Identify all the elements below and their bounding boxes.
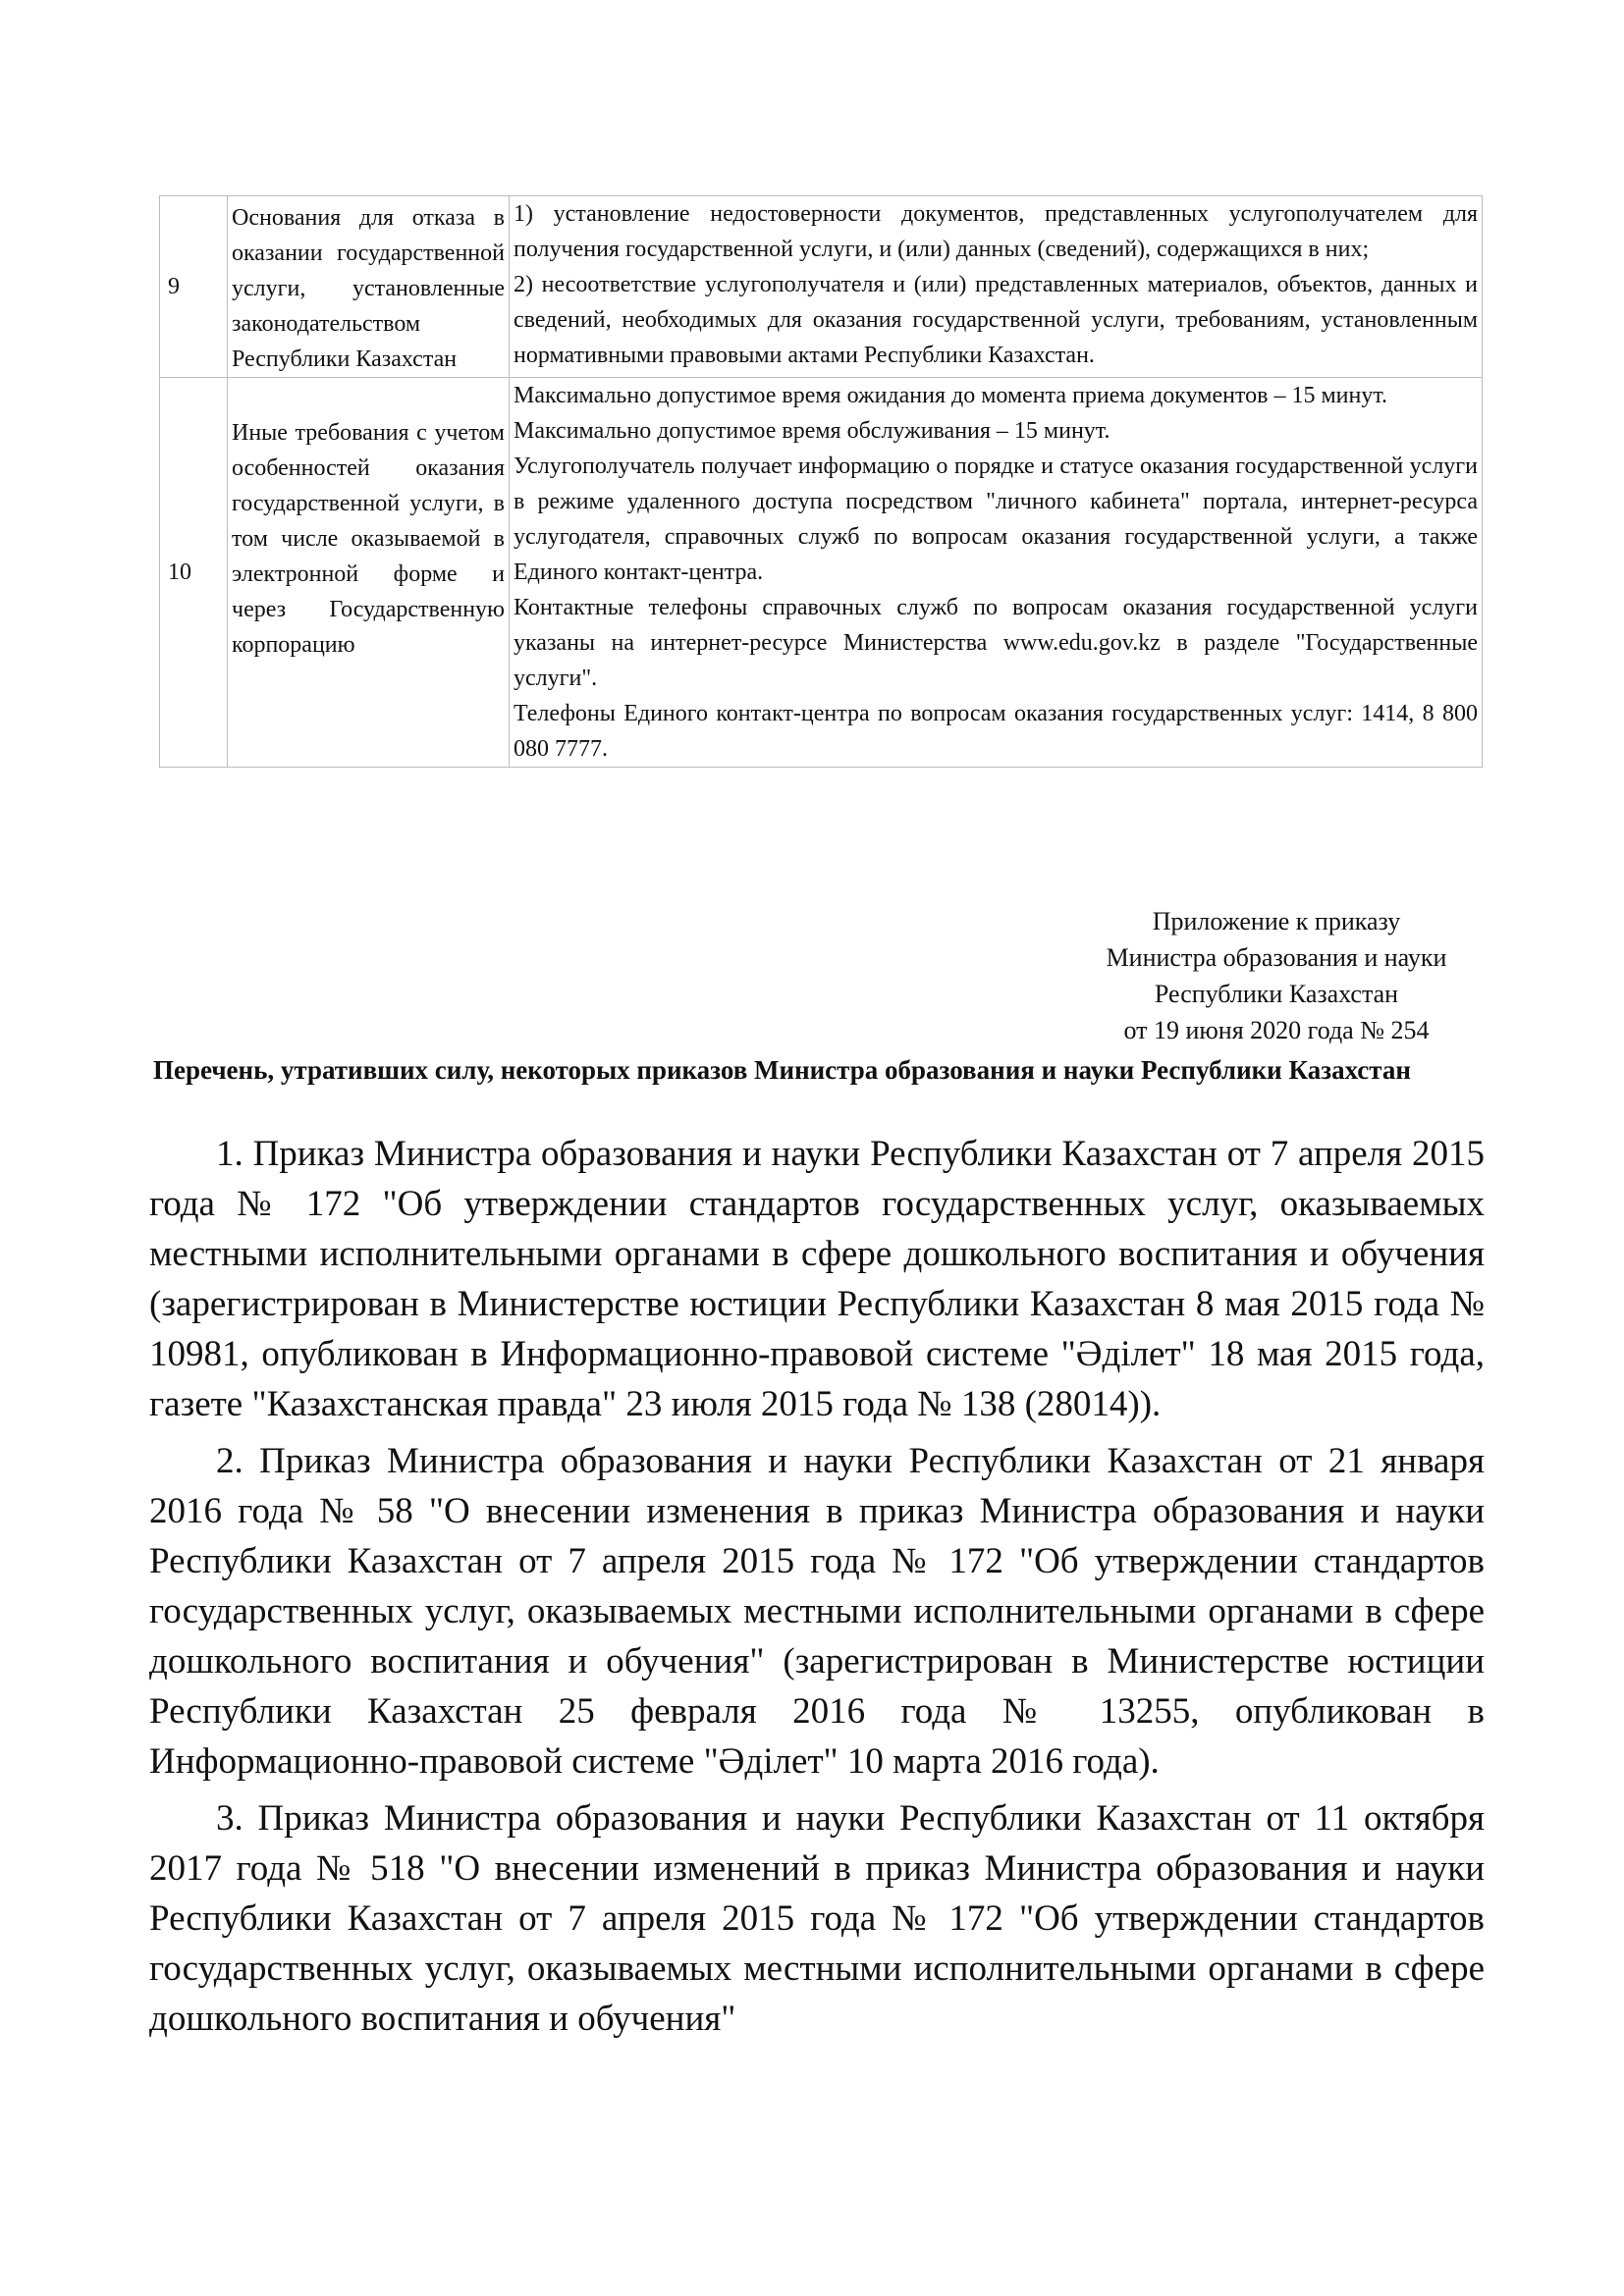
row-number: 10 xyxy=(160,378,228,768)
appendix-line: Приложение к приказу xyxy=(1152,907,1401,935)
description-line: Максимально допустимое время ожидания до момента приема документов – 15 минут. xyxy=(514,383,1388,408)
row-title: Основания для отказа в оказании государственной услуги, установленные законодательством Республики Казахстан xyxy=(228,196,510,378)
appendix-line: Республики Казахстан xyxy=(1154,980,1399,1008)
list-item: 2. Приказ Министра образования и науки Республики Казахстан от 21 января 2016 года № 58 "О внесении изменения в приказ Министра образования и науки Республики Казахстан от 7 апреля 2015 года № 172 "Об утверждении стандартов государственных услуг, оказываемых местными исполнительными органами в сфере дошкольного воспитания и обучения" (зарегистрирован в Министерстве юстиции Республики Казахстан 25 февраля 2016 года № 13255, опубликован в Информационно-правовой системе "Әділет" 10 марта 2016 года). xyxy=(149,1441,1485,1782)
list-item: 1. Приказ Министра образования и науки Республики Казахстан от 7 апреля 2015 года № 172 "Об утверждении стандартов государственных услуг, оказываемых местными исполнительными органами в сфере дошкольного воспитания и обучения (зарегистрирован в Министерстве юстиции Республики Казахстан 8 мая 2015 года № 10981, опубликован в Информационно-правовой системе "Әділет" 18 мая 2015 года, газете "Казахстанская правда" 23 июля 2015 года № 138 (28014)). xyxy=(149,1134,1485,1424)
document-heading: Перечень, утративших силу, некоторых приказов Министра образования и науки Республики Казахстан xyxy=(153,1055,1411,1085)
orders-list xyxy=(149,1129,1485,2044)
table-row xyxy=(160,196,1483,378)
description-line: Услугополучатель получает информацию о порядке и статусе оказания государственной услуги в режиме удаленного доступа посредством "личного кабинета" портала, интернет-ресурса услугодателя, справочных служб по вопросам оказания государственной услуги, а также Единого контакт-центра. xyxy=(514,454,1478,585)
description-line: Контактные телефоны справочных служб по вопросам оказания государственной услуги указаны на интернет-ресурсе Министерства www.edu.gov.kz в разделе "Государственные услуги". xyxy=(514,595,1478,691)
row-title: Иные требования с учетом особенностей оказания государственной услуги, в том числе оказываемой в электронной форме и через Государственную корпорацию xyxy=(228,378,510,768)
list-item: 3. Приказ Министра образования и науки Республики Казахстан от 11 октября 2017 года № 518 "О внесении изменений в приказ Министра образования и науки Республики Казахстан от 7 апреля 2015 года № 172 "Об утверждении стандартов государственных услуг, оказываемых местными исполнительными органами в сфере дошкольного воспитания и обучения" xyxy=(149,1798,1485,2039)
table-row xyxy=(160,378,1483,768)
row-number: 9 xyxy=(160,196,228,378)
row-description xyxy=(510,378,1483,768)
appendix-line: от 19 июня 2020 года № 254 xyxy=(1123,1016,1430,1044)
row-description xyxy=(510,196,1483,378)
service-standard-table xyxy=(159,195,1483,768)
description-line: Телефоны Единого контакт-центра по вопросам оказания государственных услуг: 1414, 8 800 080 7777. xyxy=(514,701,1478,762)
appendix-reference xyxy=(1021,903,1532,1048)
description-line: 1) установление недостоверности документов, представленных услугополучателем для получения государственной услуги, и (или) данных (сведений), содержащихся в них; xyxy=(514,201,1478,262)
description-line: Максимально допустимое время обслуживания – 15 минут. xyxy=(514,418,1110,444)
description-line: 2) несоответствие услугополучателя и (или) представленных материалов, объектов, данных и сведений, необходимых для оказания государственной услуги, требованиям, установленным нормативными правовыми актами Республики Казахстан. xyxy=(514,272,1478,368)
appendix-line: Министра образования и науки xyxy=(1106,943,1447,972)
